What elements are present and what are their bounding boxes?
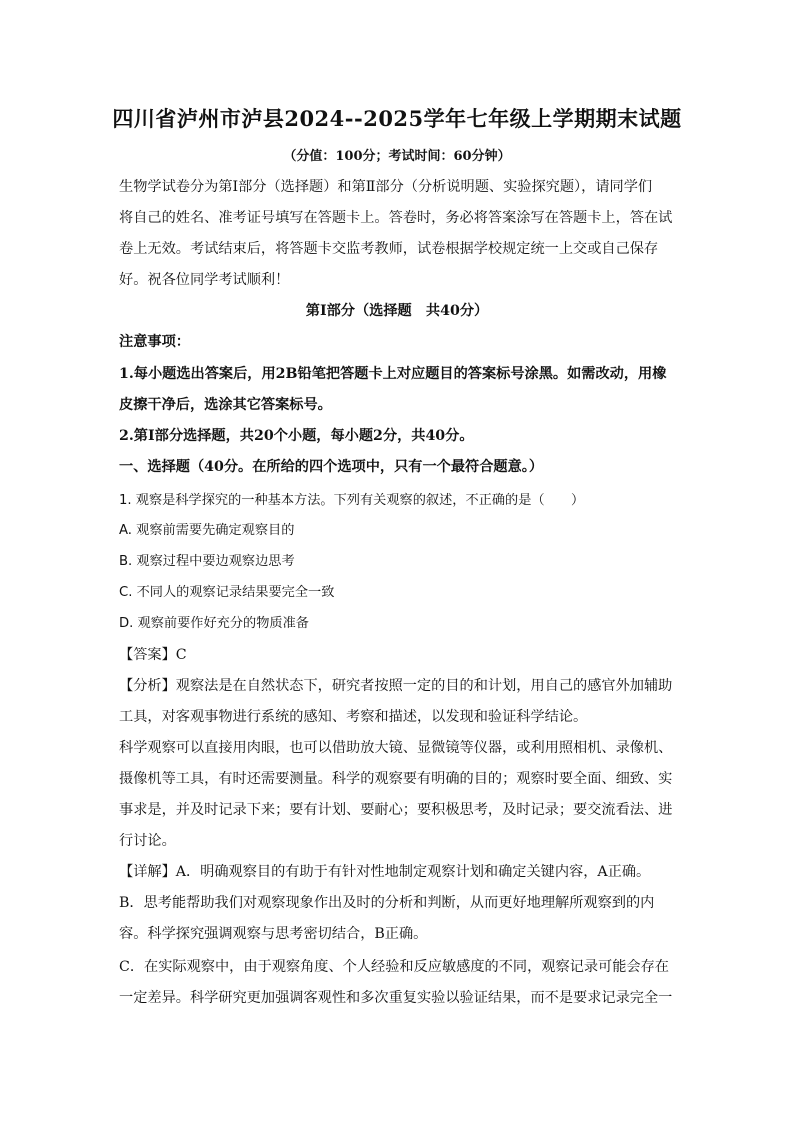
intro-line: 生物学试卷分为第Ⅰ部分（选择题）和第Ⅱ部分（分析说明题、实验探究题），请同学们 [119, 179, 653, 195]
notice-title: 注意事项： [119, 334, 190, 350]
analysis-line: 【分析】观察法是在自然状态下，研究者按照一定的目的和计划，用自己的感官外加辅助 [119, 678, 673, 694]
option-a: A. 观察前需要先确定观察目的 [119, 523, 295, 538]
option-c: C. 不同人的观察记录结果要完全一致 [119, 585, 335, 600]
section-title: 第Ⅰ部分（选择题 共40分） [305, 303, 489, 319]
notice-line: 皮擦干净后，选涂其它答案标号。 [119, 397, 332, 413]
analysis-line: 摄像机等工具，有时还需要测量。科学的观察要有明确的目的；观察时要全面、细致、实 [119, 771, 673, 787]
intro-line: 好。祝各位同学考试顺利！ [119, 272, 290, 288]
question-stem: 1. 观察是科学探究的一种基本方法。下列有关观察的叙述，不正确的是（ ） [119, 493, 585, 508]
detail-line: C．在实际观察中，由于观察角度、个人经验和反应敏感度的不同，观察记录可能会存在 [119, 959, 669, 975]
option-b: B. 观察过程中要边观察边思考 [119, 554, 295, 569]
analysis-line: 事求是，并及时记录下来；要有计划、要耐心；要积极思考，及时记录；要交流看法、进 [119, 802, 673, 818]
page-title: 四川省泸州市泸县2024--2025学年七年级上学期期末试题 [112, 106, 682, 131]
notice-line: 2.第Ⅰ部分选择题，共20个小题，每小题2分，共40分。 [119, 428, 474, 444]
detail-line: 一定差异。科学研究更加强调客观性和多次重复实验以验证结果，而不是要求记录完全一 [119, 990, 673, 1006]
option-d: D. 观察前要作好充分的物质准备 [119, 616, 309, 631]
analysis-line: 行讨论。 [119, 833, 176, 849]
notice-line: 1.每小题选出答案后，用2B铅笔把答题卡上对应题目的答案标号涂黑。如需改动，用橡 [119, 366, 667, 382]
analysis-line: 工具，对客观事物进行系统的感知、考察和描述，以发现和验证科学结论。 [119, 709, 588, 725]
exam-info: （分值：100分；考试时间：60分钟） [283, 149, 511, 164]
detail-line: 容。科学探究强调观察与思考密切结合，B正确。 [119, 926, 428, 942]
answer: 【答案】C [119, 647, 187, 663]
detail-line: B．思考能帮助我们对观察现象作出及时的分析和判断，从而更好地理解所观察到的内 [119, 895, 655, 911]
intro-line: 卷上无效。考试结束后，将答题卡交监考教师，试卷根据学校规定统一上交或自己保存 [119, 241, 659, 257]
detail-line: 【详解】A．明确观察目的有助于有针对性地制定观察计划和确定关键内容，A正确。 [119, 864, 651, 880]
analysis-line: 科学观察可以直接用肉眼，也可以借助放大镜、显微镜等仪器，或利用照相机、录像机、 [119, 740, 673, 756]
part-heading: 一、选择题（40分。在所给的四个选项中，只有一个最符合题意。） [119, 459, 544, 475]
intro-line: 将自己的姓名、准考证号填写在答题卡上。答卷时，务必将答案涂写在答题卡上，答在试 [119, 210, 673, 226]
